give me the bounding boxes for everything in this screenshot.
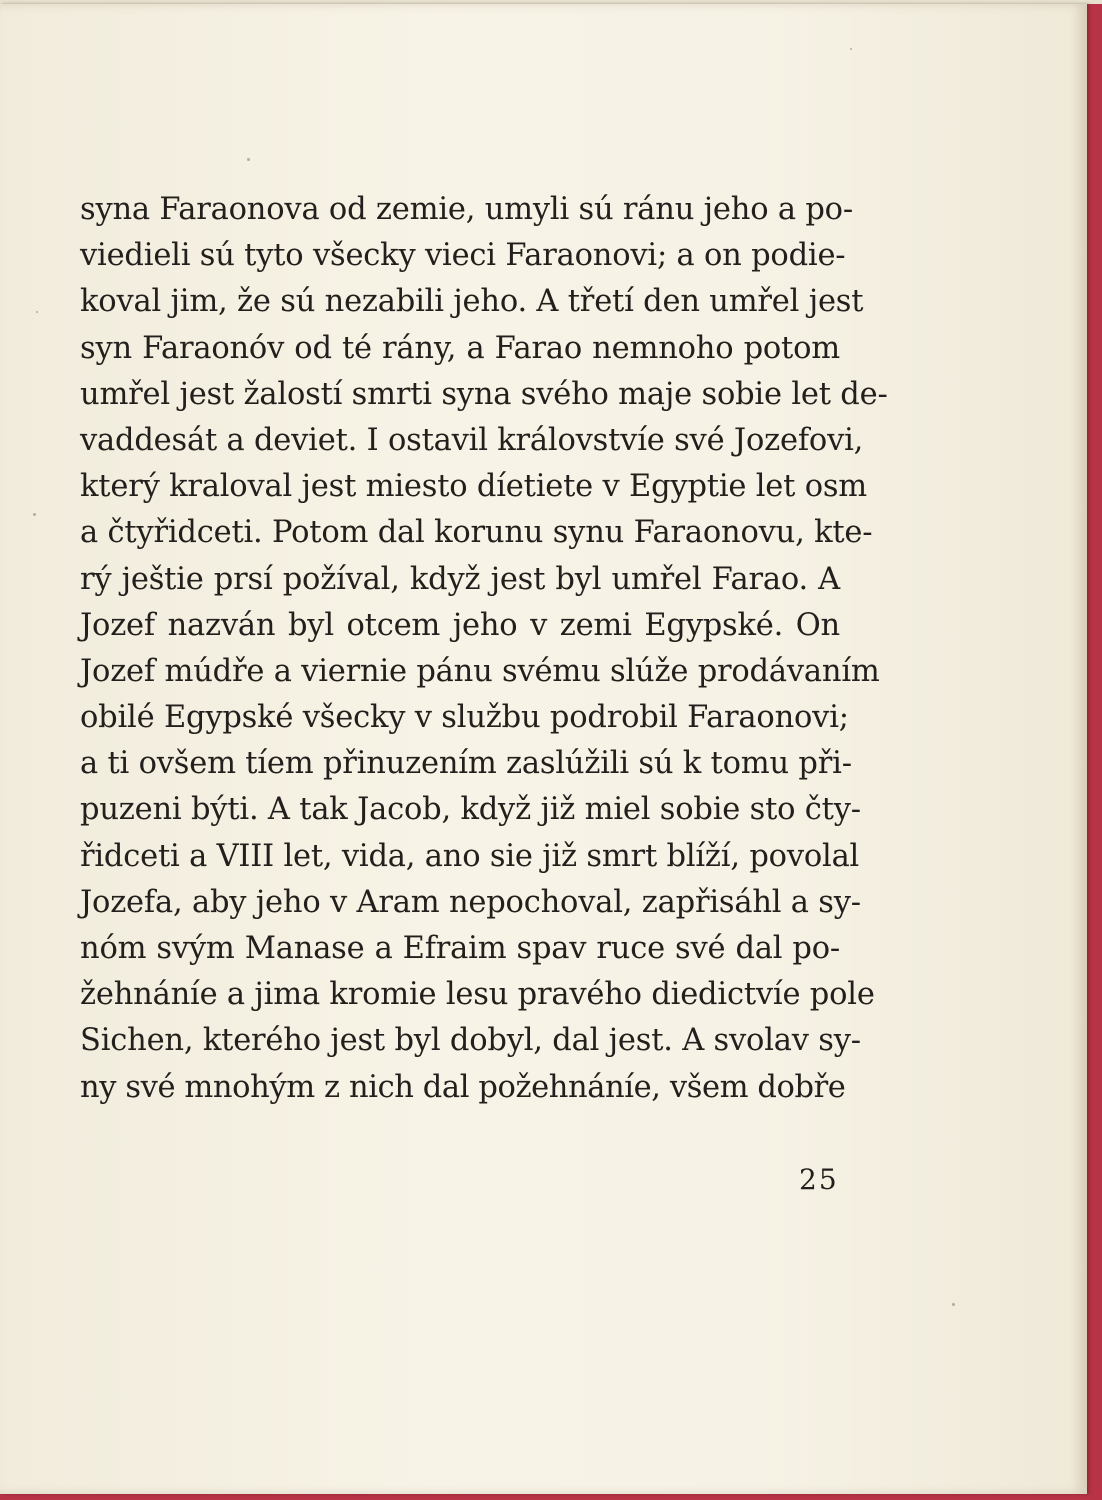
text-line: syn Faraonóv od té rány, a Farao nemnoho potom (80, 330, 840, 366)
text-line: Jozefa, aby jeho v Aram nepochoval, zapřisáhl a sy- (80, 884, 861, 920)
text-line: vaddesát a deviet. I ostavil královstvíe své Jozefovi, (80, 422, 864, 458)
text-line: žehnáníe a jima kromie lesu pravého diedictvíe pole (80, 977, 875, 1013)
book-page (0, 4, 1087, 1494)
text-line: Jozef múdře a viernie pánu svému slúže prodávaním (80, 653, 880, 689)
text-line: syna Faraonova od zemie, umyli sú ránu jeho a po- (80, 192, 853, 227)
body-text (80, 187, 888, 1111)
paper-speck (247, 158, 250, 161)
text-line: Jozef nazván byl otcem jeho v zemi Egypské. On (80, 607, 840, 643)
text-line: který kraloval jest miesto díetiete v Egyptie let osm (80, 469, 868, 505)
text-line: puzeni býti. A tak Jacob, když již miel sobie sto čty- (80, 792, 861, 828)
text-line: viedieli sú tyto všecky vieci Faraonovi; a on podie- (80, 238, 846, 274)
page-number: 25 (799, 1163, 839, 1196)
text-line: a ti ovšem tíem přinuzením zaslúžili sú k tomu při- (80, 746, 852, 782)
text-line: obilé Egypské všecky v službu podrobil Faraonovi; (80, 700, 849, 736)
text-line: řidceti a VIII let, vida, ano sie již smrt blíží, povolal (80, 838, 860, 874)
text-line: koval jim, že sú nezabili jeho. A třetí den umřel jest (80, 284, 864, 320)
paper-speck (952, 1303, 955, 1306)
paper-speck (33, 513, 36, 516)
paper-speck (850, 48, 852, 50)
text-line: ny své mnohým z nich dal požehnáníe, všem dobře (80, 1069, 846, 1105)
paper-speck (36, 311, 38, 313)
text-line: rý ještie prsí požíval, když jest byl umřel Farao. A (80, 561, 840, 597)
text-line: nóm svým Manase a Efraim spav ruce své dal po- (80, 931, 840, 966)
text-line: a čtyřidceti. Potom dal korunu synu Faraonovu, kte- (80, 515, 873, 551)
text-line: Sichen, kterého jest byl dobyl, dal jest. A svolav sy- (80, 1023, 861, 1059)
text-line: umřel jest žalostí smrti syna svého maje sobie let de- (80, 376, 888, 412)
